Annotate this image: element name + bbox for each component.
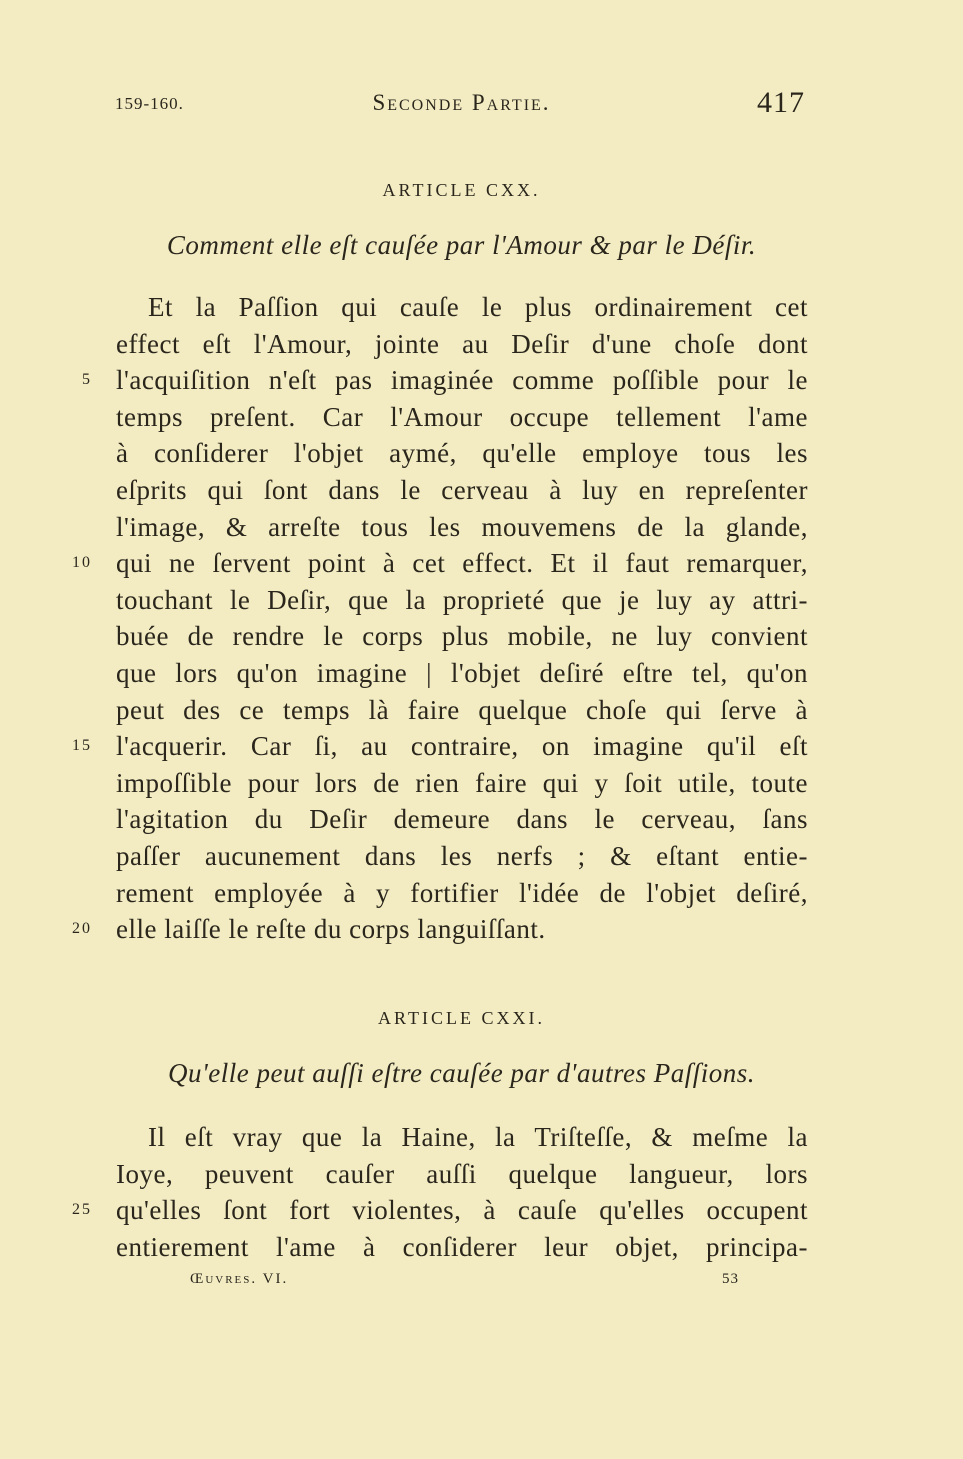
article-title: Comment elle eſt cauſée par l'Amour & par le Déſir. [166,230,757,260]
text-line: Il eſt vray que la Haine, la Triſteſſe, & meſme la [148,1122,808,1152]
text-line: l'acquerir. Car ſi, au contraire, on imagine qu'il eſt [116,731,808,762]
text-line: effect eſt l'Amour, jointe au Deſir d'une choſe dont [116,328,808,359]
line-number: 15 [72,737,92,755]
text-line: elle laiſſe le reſte du corps languiſſant. [116,914,546,945]
line-number: 20 [72,920,92,938]
text-line: l'agitation du Deſir demeure dans le cerveau, ſans [116,804,808,835]
text-line: Ioye, peuvent cauſer auſſi quelque langueur, lors [116,1158,808,1189]
text-line: l'image, & arreſte tous les mouvemens de la glande, [116,511,808,542]
text-line: rement employée à y fortifier l'idée de l'objet deſiré, [116,877,808,908]
text-line: entierement l'ame à conſiderer leur objet, principa- [116,1231,808,1262]
text-line: peut des ce temps là faire quelque choſe qui ſerve à [116,694,808,725]
line-number: 10 [72,554,92,572]
text-line: qui ne ſervent point à cet effect. Et il faut remarquer, [116,548,808,579]
text-line: impoſſible pour lors de rien faire qui y ſoit utile, toute [116,767,808,798]
article-heading: ARTICLE CXX. [382,180,541,200]
footer-signature: 53 [722,1271,739,1287]
line-number: 5 [82,371,92,389]
article-heading: ARTICLE CXXI. [378,1008,545,1028]
header-section-title: Seconde Partie. [372,90,551,115]
text-line: buée de rendre le corps plus mobile, ne luy convient [116,621,808,652]
running-header [0,86,963,126]
footer-volume: Œuvres. VI. [190,1271,289,1287]
text-line: qu'elles ſont fort violentes, à cauſe qu'elles occupent [116,1195,808,1226]
line-number: 25 [72,1201,92,1219]
header-page-range: 159-160. [115,94,184,113]
text-line: touchant le Deſir, que la proprieté que je luy ay attri- [116,584,808,615]
text-line: temps preſent. Car l'Amour occupe tellement l'ame [116,401,808,432]
header-page-number: 417 [757,86,805,119]
text-line: l'acquiſition n'eſt pas imaginée comme poſſible pour le [116,365,808,396]
text-line: Et la Paſſion qui cauſe le plus ordinairement cet [148,292,808,322]
article-title: Qu'elle peut auſſi eſtre cauſée par d'autres Paſſions. [168,1058,755,1088]
text-line: à conſiderer l'objet aymé, qu'elle employe tous les [116,438,808,469]
text-line: paſſer aucunement dans les nerfs ; & eſtant entie- [116,841,808,871]
text-line: eſprits qui ſont dans le cerveau à luy en repreſenter [116,475,808,505]
text-line: que lors qu'on imagine | l'objet deſiré eſtre tel, qu'on [116,658,808,688]
